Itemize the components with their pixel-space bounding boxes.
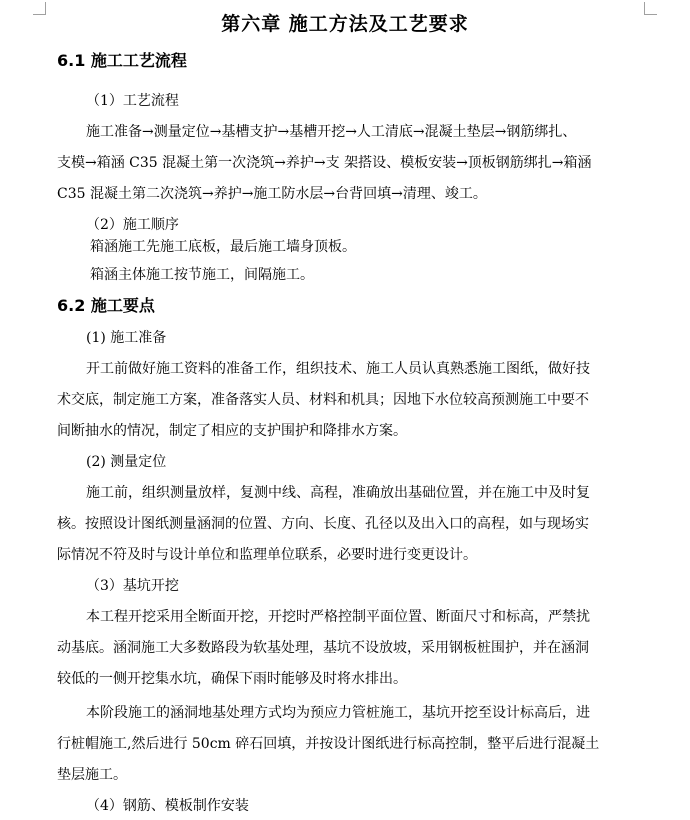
paragraph-line: 施工前，组织测量放样，复测中线、高程，准确放出基础位置，并在施工中及时复: [86, 485, 590, 501]
subheading-construction-order: （2）施工顺序: [86, 217, 179, 233]
paragraph-line: 箱涵施工先施工底板，最后施工墙身顶板。: [90, 239, 356, 255]
section-heading-6-2: 6.2 施工要点: [57, 296, 155, 315]
chapter-title: 第六章 施工方法及工艺要求: [221, 13, 469, 35]
subheading-excavation: （3）基坑开挖: [86, 578, 179, 594]
paragraph-line: 垫层施工。: [57, 767, 127, 783]
subheading-rebar-formwork: （4）钢筋、模板制作安装: [86, 798, 249, 814]
paragraph-line: 核。按照设计图纸测量涵洞的位置、方向、长度、孔径以及出入口的高程，如与现场实: [57, 516, 589, 532]
paragraph-line: 本阶段施工的涵洞地基处理方式均为预应力管桩施工，基坑开挖至设计标高后，进: [86, 705, 590, 721]
paragraph-line: 施工准备→测量定位→基槽支护→基槽开挖→人工清底→混凝土垫层→钢筋绑扎、: [86, 124, 577, 140]
paragraph-line: 本工程开挖采用全断面开挖，开挖时严格控制平面位置、断面尺寸和标高，严禁扰: [86, 609, 590, 625]
paragraph-line: 较低的一侧开挖集水坑，确保下雨时能够及时将水排出。: [57, 671, 407, 687]
paragraph-line: 术交底，制定施工方案，准备落实人员、材料和机具；因地下水位较高预测施工中要不: [57, 392, 589, 408]
paragraph-line: C35 混凝土第二次浇筑→养护→施工防水层→台背回填→清理、竣工。: [57, 186, 487, 202]
subheading-preparation: (1) 施工准备: [86, 330, 167, 346]
subheading-process-flow: （1）工艺流程: [86, 93, 179, 109]
paragraph-line: 行桩帽施工,然后进行 50cm 碎石回填，并按设计图纸进行标高控制，整平后进行混凝土: [57, 736, 600, 752]
subheading-survey: (2) 测量定位: [86, 454, 167, 470]
paragraph-line: 支模→箱涵 C35 混凝土第一次浇筑→养护→支 架搭设、模板安装→顶板钢筋绑扎→箱涵: [57, 155, 592, 171]
paragraph-line: 际情况不符及时与设计单位和监理单位联系，必要时进行变更设计。: [57, 547, 477, 563]
paragraph-line: 间断抽水的情况，制定了相应的支护围护和降排水方案。: [57, 423, 407, 439]
paragraph-line: 开工前做好施工资料的准备工作，组织技术、施工人员认真熟悉施工图纸，做好技: [86, 361, 590, 377]
paragraph-line: 箱涵主体施工按节施工，间隔施工。: [90, 267, 314, 283]
paragraph-line: 动基底。涵洞施工大多数路段为软基处理，基坑不设放坡，采用钢板桩围护，并在涵洞: [57, 640, 589, 656]
section-heading-6-1: 6.1 施工工艺流程: [57, 51, 187, 70]
